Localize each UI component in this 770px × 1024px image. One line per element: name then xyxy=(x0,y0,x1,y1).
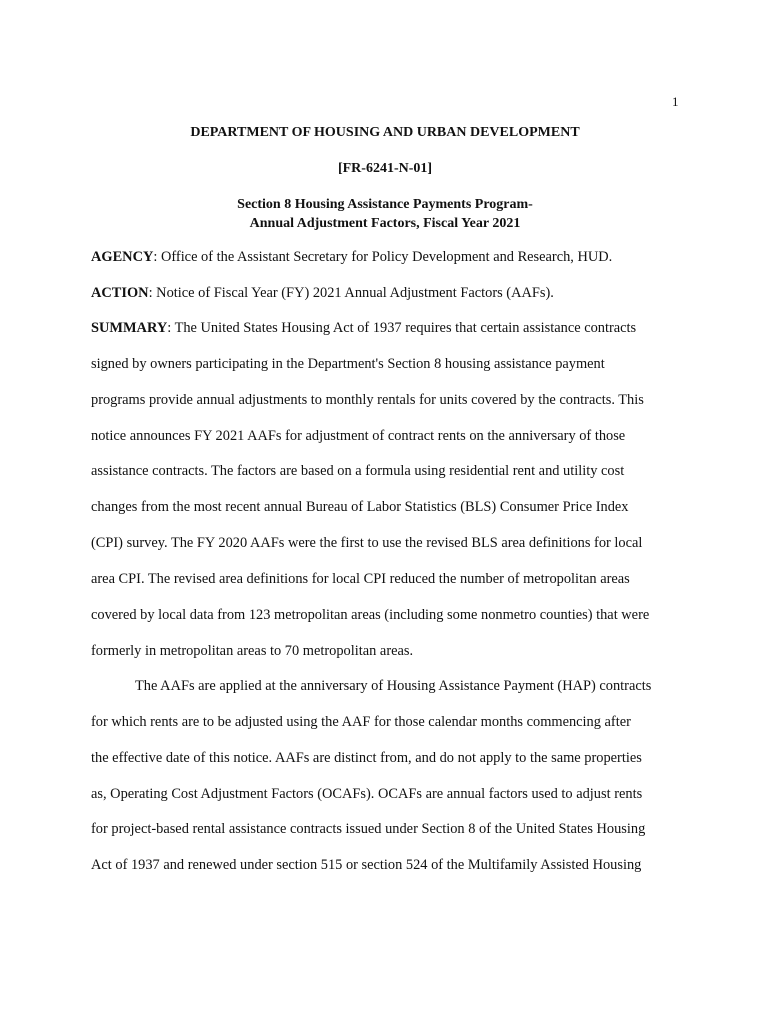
docket-number: [FR-6241-N-01] xyxy=(337,161,433,176)
action-paragraph xyxy=(91,285,554,302)
action-text: : Notice of Fiscal Year (FY) 2021 Annual Adjustment Factors (AAFs). xyxy=(148,285,554,301)
summary-paragraph xyxy=(91,320,636,337)
body-line: for which rents are to be adjusted using the AAF for those calendar months commencing after xyxy=(91,714,631,730)
summary-first-line: : The United States Housing Act of 1937 requires that certain assistance contracts xyxy=(167,320,637,336)
body-line: the effective date of this notice. AAFs are distinct from, and do not apply to the same properties xyxy=(91,750,642,766)
department-heading: DEPARTMENT OF HOUSING AND URBAN DEVELOPMENT xyxy=(190,125,580,140)
body-line: notice announces FY 2021 AAFs for adjustment of contract rents on the anniversary of those xyxy=(91,428,626,444)
body-line: assistance contracts. The factors are based on a formula using residential rent and utility cost xyxy=(91,463,625,479)
body-line: for project-based rental assistance contracts issued under Section 8 of the United States Housing xyxy=(91,821,646,837)
body-line: as, Operating Cost Adjustment Factors (OCAFs). OCAFs are annual factors used to adjust rents xyxy=(91,786,643,802)
body-line: (CPI) survey. The FY 2020 AAFs were the first to use the revised BLS area definitions for local xyxy=(91,535,643,551)
body-line: area CPI. The revised area definitions for local CPI reduced the number of metropolitan areas xyxy=(91,571,630,587)
body-line: changes from the most recent annual Bureau of Labor Statistics (BLS) Consumer Price Index xyxy=(91,499,629,515)
title-line-2: Annual Adjustment Factors, Fiscal Year 2021 xyxy=(249,216,521,231)
body-line: programs provide annual adjustments to monthly rentals for units covered by the contracts. This xyxy=(91,392,644,408)
body-line: signed by owners participating in the Department's Section 8 housing assistance payment xyxy=(91,356,605,372)
body-line: The AAFs are applied at the anniversary of Housing Assistance Payment (HAP) contracts xyxy=(135,678,652,694)
agency-paragraph xyxy=(91,249,612,266)
agency-text: : Office of the Assistant Secretary for Policy Development and Research, HUD. xyxy=(153,249,613,265)
body-line: covered by local data from 123 metropolitan areas (including some nonmetro counties) that were xyxy=(91,607,650,623)
action-label: ACTION xyxy=(91,285,149,301)
title-line-1: Section 8 Housing Assistance Payments Program- xyxy=(237,197,533,212)
summary-label: SUMMARY xyxy=(91,320,168,336)
body-line: formerly in metropolitan areas to 70 metropolitan areas. xyxy=(91,643,414,659)
page-number: 1 xyxy=(672,94,679,109)
body-line: Act of 1937 and renewed under section 515 or section 524 of the Multifamily Assisted Housing xyxy=(91,857,642,873)
agency-label: AGENCY xyxy=(91,249,154,265)
